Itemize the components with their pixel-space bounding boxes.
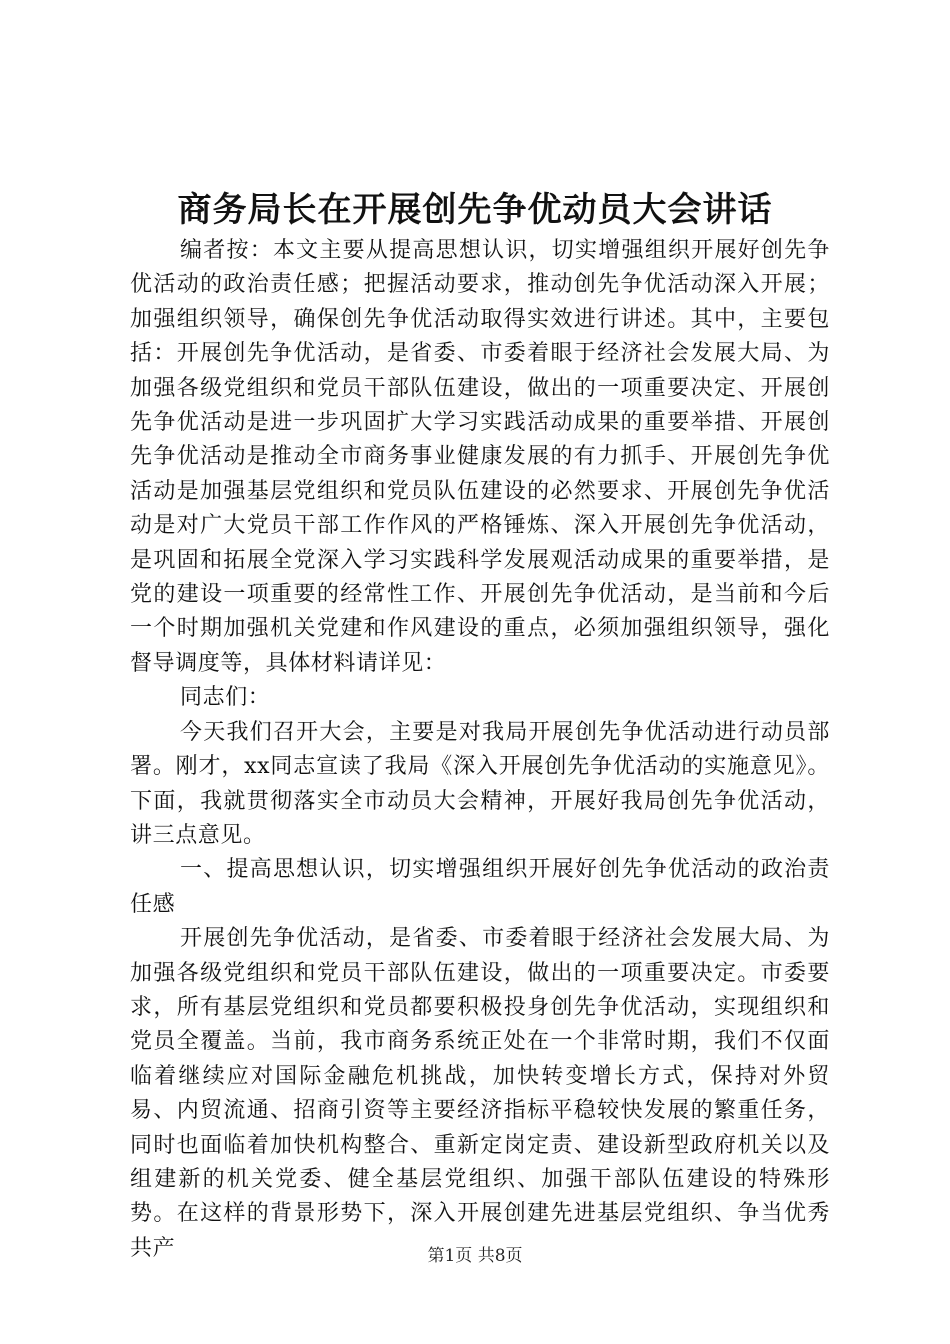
section-1-body-paragraph: 开展创先争优活动，是省委、市委着眼于经济社会发展大局、为加强各级党组织和党员干部队伍建设，做出的一项重要决定。市委要求，所有基层党组织和党员都要积极投身创先争优活动，实现组织和党员全覆盖。当前，我市商务系统正处在一个非常时期，我们不仅面临着继续应对国际金融危机挑战，加快转变增长方式，保持对外贸易、内贸流通、招商引资等主要经济指标平稳较快发展的繁重任务，同时也面临着加快机构整合、重新定岗定责、建设新型政府机关以及组建新的机关党委、健全基层党组织、加强干部队伍建设的特殊形势。在这样的背景形势下，深入开展创建先进基层党组织、争当优秀共产 — [130, 926, 830, 1261]
editor-note-paragraph: 编者按：本文主要从提高思想认识，切实增强组织开展好创先争优活动的政治责任感；把握活动要求，推动创先争优活动深入开展；加强组织领导，确保创先争优活动取得实效进行讲述。其中，主要包括：开展创先争优活动，是省委、市委着眼于经济社会发展大局、为加强各级党组织和党员干部队伍建设，做出的一项重要决定、开展创先争优活动是进一步巩固扩大学习实践活动成果的重要举措、开展创先争优活动是推动全市商务事业健康发展的有力抓手、开展创先争优活动是加强基层党组织和党员队伍建设的必然要求、开展创先争优活动是对广大党员干部工作作风的严格锤炼、深入开展创先争优活动，是巩固和拓展全党深入学习实践科学发展观活动成果的重要举措，是党的建设一项重要的经常性工作、开展创先争优活动，是当前和今后一个时期加强机关党建和作风建设的重点，必须加强组织领导，强化督导调度等，具体材料请详见： — [130, 238, 830, 676]
page-number-footer: 第1页 共8页 — [427, 1246, 523, 1266]
document-title: 商务局长在开展创先争优动员大会讲话 — [177, 190, 773, 230]
document-body — [130, 234, 830, 1266]
section-heading-1: 一、提高思想认识，切实增强组织开展好创先争优活动的政治责任感 — [130, 857, 830, 917]
intro-paragraph: 今天我们召开大会，主要是对我局开展创先争优活动进行动员部署。刚才，xx同志宣读了我局《深入开展创先争优活动的实施意见》。下面，我就贯彻落实全市动员大会精神，开展好我局创先争优活动，讲三点意见。 — [130, 719, 830, 848]
salutation-paragraph: 同志们： — [180, 685, 271, 711]
